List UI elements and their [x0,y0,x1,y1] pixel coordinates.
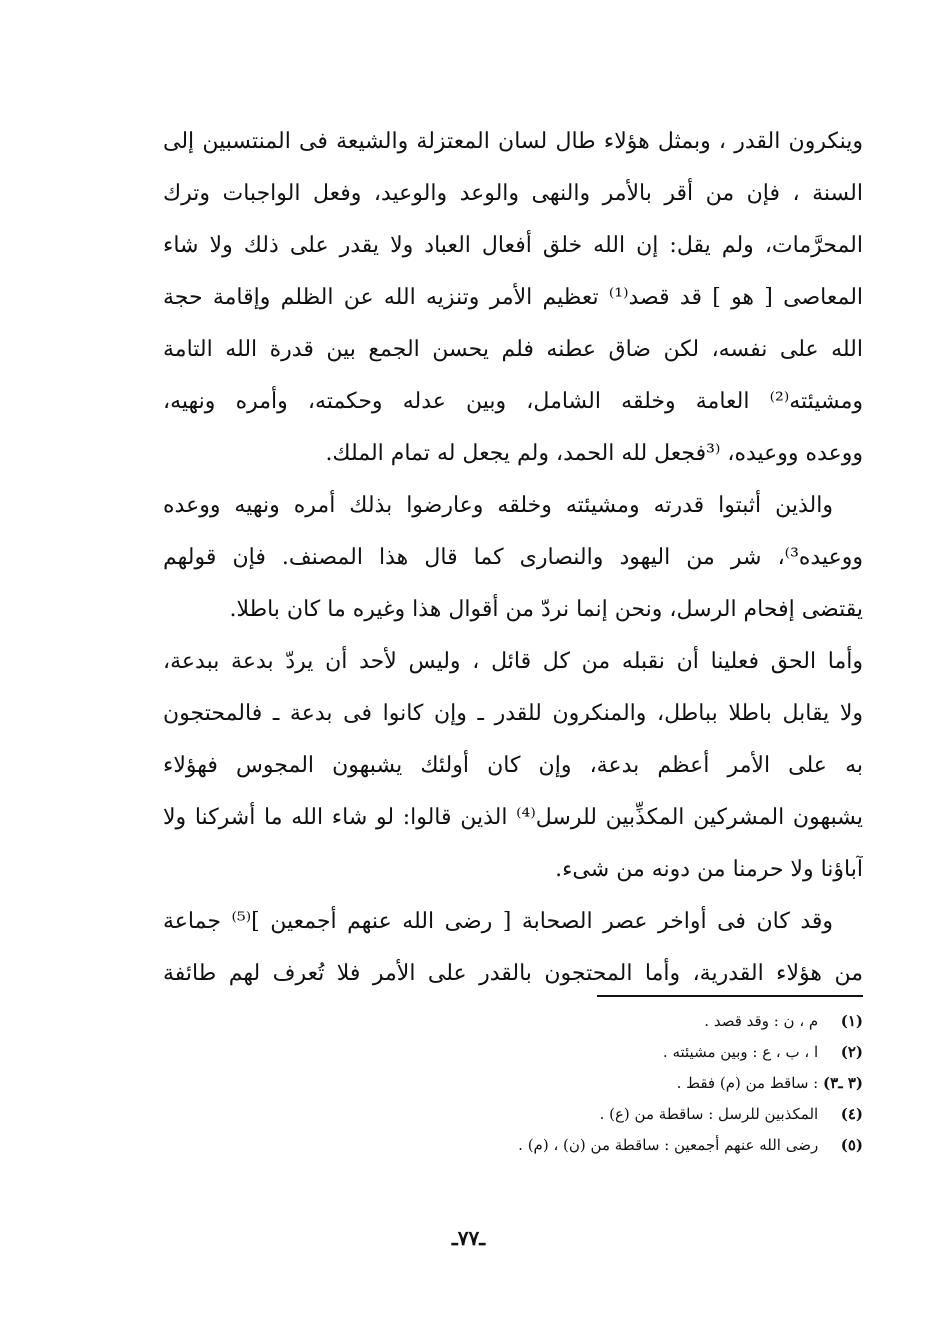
main-text [163,116,863,1000]
footnote-item [400,1130,863,1161]
text-line: ومشيئته⁽²⁾ العامة وخلقه الشامل، وبين عدله وحكمته، وأمره ونهيه، [163,389,863,414]
footnote-number: (٢) [840,1043,863,1061]
text-line: به على الأمر أعظم بدعة، وإن كان أولئك يشبهون المجوس فهؤلاء [163,753,863,778]
footnote-number: (١) [840,1012,863,1030]
footnotes [400,1006,863,1161]
footnote-text: م ، ن : وقد قصد . [704,1012,819,1030]
text-line: المحرَّمات، ولم يقل: إن الله خلق أفعال العباد ولا يقدر على ذلك ولا شاء [163,233,863,258]
page-number: ـ٧٧ـ [451,1226,486,1250]
text-line: يقتضى إفحام الرسل، ونحن إنما نردّ من أقوال هذا وغيره ما كان باطلا. [229,597,863,622]
text-line: ولا يقابل باطلا بباطل، والمنكرون للقدر ـ وإن كانوا فى بدعة ـ فالمحتجون [163,701,863,726]
footnote-item [400,1037,863,1068]
text-line: وأما الحق فعلينا أن نقبله من كل قائل ، وليس لأحد أن يردّ بدعة ببدعة، [163,649,863,674]
footnote-item [400,1068,863,1099]
text-line: السنة ، فإن من أقر بالأمر والنهى والوعد والوعيد، وفعل الواجبات وترك [163,181,863,206]
text-line: يشبهون المشركين المكذِّبين للرسل⁽⁴⁾ الذين قالوا: لو شاء الله ما أشركنا ولا [163,805,863,830]
text-line: ووعده ووعيده، ⁽³فجعل لله الحمد، ولم يجعل له تمام الملك. [325,441,863,466]
text-line: من هؤلاء القدرية، وأما المحتجون بالقدر على الأمر فلا تُعرف لهم طائفة [163,961,863,986]
footnote-divider [597,995,863,997]
footnote-number: (٣ ـ٣) [823,1074,863,1092]
text-line: المعاصى [ هو ] قد قصد⁽¹⁾ تعظيم الأمر وتنزيه الله عن الظلم وإقامة حجة [163,285,863,310]
footnote-item [400,1006,863,1037]
footnote-text: رضى الله عنهم أجمعين : ساقطة من (ن) ، (م) . [518,1136,819,1154]
footnote-number: (٥) [840,1136,863,1154]
footnote-text: : ساقط من (م) فقط . [676,1074,819,1092]
text-line: آباؤنا ولا حرمنا من دونه من شىء. [555,857,863,882]
footnote-text: ا ، ب ، ع : وبين مشيئته . [662,1043,819,1061]
text-line: الله على نفسه، لكن ضاق عطنه فلم يحسن الجمع بين قدرة الله التامة [163,337,863,362]
text-line: ووعيده³⁾، شر من اليهود والنصارى كما قال هذا المصنف. فإن قولهم [163,545,863,570]
text-line: وقد كان فى أواخر عصر الصحابة [ رضى الله عنهم أجمعين ]⁽⁵⁾ جماعة [163,909,834,934]
text-line: والذين أثبتوا قدرته ومشيئته وخلقه وعارضوا بذلك أمره ونهيه ووعده [163,493,833,518]
footnote-item [400,1099,863,1130]
footnote-number: (٤) [840,1105,863,1123]
footnote-text: المكذبين للرسل : ساقطة من (ع) . [599,1105,819,1123]
text-line: وينكرون القدر ، وبمثل هؤلاء طال لسان المعتزلة والشيعة فى المنتسبين إلى [163,129,863,154]
